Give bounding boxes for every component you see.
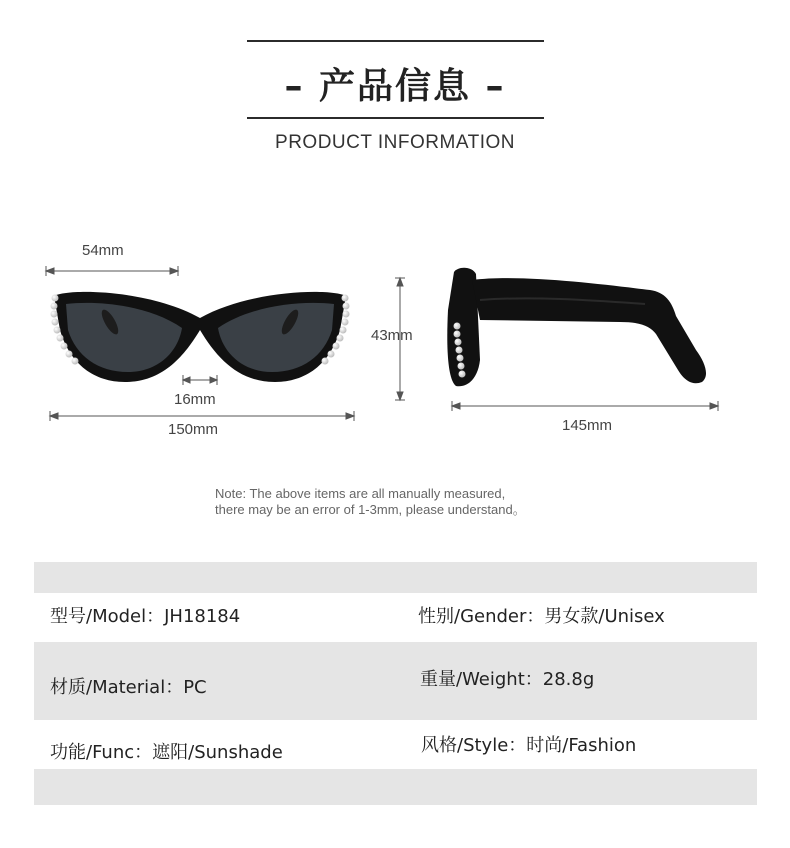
spec-func: 功能/Func：遮阳/Sunshade: [50, 742, 283, 763]
temple-length-label: 145mm: [562, 417, 613, 434]
page-title-en: PRODUCT INFORMATION: [275, 132, 515, 153]
spec-band-top: [34, 562, 757, 593]
header-top-rule: [247, 40, 544, 42]
frame-width-label: 150mm: [168, 421, 219, 438]
spec-band-bottom: [34, 769, 757, 805]
note-line-2: there may be an error of 1-3mm, please understand。: [215, 502, 526, 517]
bridge-width-label: 16mm: [174, 391, 216, 408]
spec-material: 材质/Material：PC: [50, 677, 207, 698]
note-line-1: Note: The above items are all manually measured,: [215, 486, 506, 501]
spec-style: 风格/Style：时尚/Fashion: [421, 735, 637, 756]
lens-height-label: 43mm: [371, 327, 413, 344]
spec-weight: 重量/Weight：28.8g: [420, 669, 595, 690]
measurement-note: [215, 486, 526, 518]
sunglasses-side-image: [360, 250, 740, 440]
page-title-cn: – 产品信息 –: [284, 66, 506, 107]
spec-gender: 性别/Gender：男女款/Unisex: [418, 606, 665, 627]
spec-model: 型号/Model：JH18184: [50, 606, 241, 627]
sunglasses-front-image: [0, 230, 380, 450]
lens-width-label: 54mm: [82, 242, 124, 259]
header-bottom-rule: [247, 117, 544, 119]
